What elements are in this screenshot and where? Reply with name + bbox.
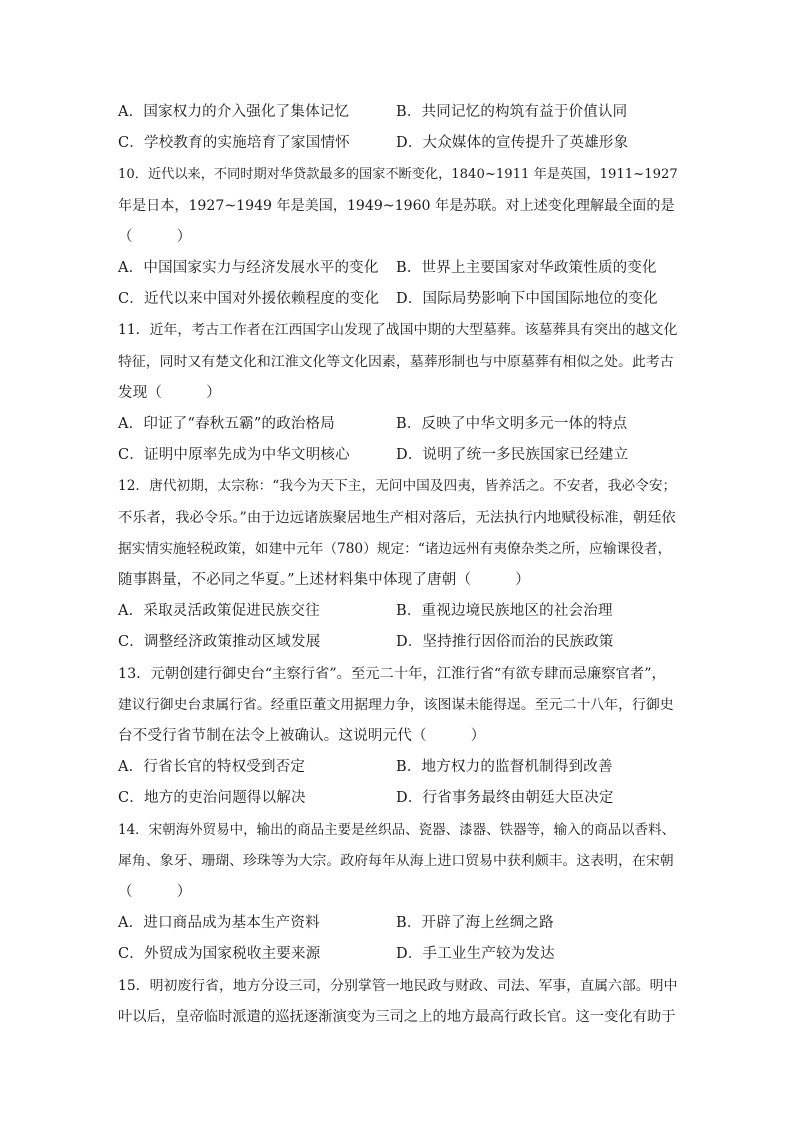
q14-option-a: A．进口商品成为基本生产资料 <box>118 915 320 931</box>
q12-option-b: B．重视边境民族地区的社会治理 <box>396 603 613 619</box>
q13-stem-line: 台不受行省节制在法令上被确认。这说明元代（ ） <box>118 728 486 744</box>
q10-stem-line: 10．近代以来，不同时期对华贷款最多的国家不断变化，1840~1911 年是英国，1911~1927 <box>118 167 678 182</box>
q14-option-b: B．开辟了海上丝绸之路 <box>396 915 554 931</box>
q14-option-d: D．手工业生产较为发达 <box>396 946 555 962</box>
q9-option-b: B．共同记忆的构筑有益于价值认同 <box>396 104 628 120</box>
q14-answer-blank: （ ） <box>118 884 192 900</box>
q10-option-d: D．国际局势影响下中国国际地位的变化 <box>396 291 658 307</box>
q15-stem-line: 叶以后，皇帝临时派遣的巡抚逐渐演变为三司之上的地方最高行政长官。这一变化有助于 <box>118 1009 676 1025</box>
q11-stem-line: 特征，同时又有楚文化和江淮文化等文化因素，墓葬形制也与中原墓葬有相似之处。此考古 <box>118 354 674 370</box>
q11-stem-line: 11．近年，考古工作者在江西国字山发现了战国中期的大型墓葬。该墓葬具有突出的越文化 <box>118 322 678 338</box>
q13-stem-line: 建议行御史台隶属行省。经重臣董文用据理力争，该图谋未能得逞。至元二十八年，行御史 <box>118 697 674 713</box>
q13-option-a: A．行省长官的特权受到否定 <box>118 759 306 775</box>
q13-option-b: B．地方权力的监督机制得到改善 <box>396 759 613 775</box>
q9-option-a: A．国家权力的介入强化了集体记忆 <box>118 104 350 120</box>
q12-option-d: D．坚持推行因俗而治的民族政策 <box>396 634 614 650</box>
q11-option-b: B．反映了中华文明多元一体的特点 <box>396 416 628 432</box>
q12-stem-line: 随事斟量，不必同之华夏。”上述材料集中体现了唐朝（ ） <box>118 572 530 588</box>
q11-stem-line: 发现（ ） <box>118 385 221 401</box>
q12-stem-line: 据实情实施轻税政策，如建中元年（780）规定：“诸边远州有夷僚杂类之所，应输课役者， <box>118 541 672 557</box>
q10-option-b: B．世界上主要国家对华政策性质的变化 <box>396 260 657 276</box>
q10-stem-line: 年是日本，1927~1949 年是美国，1949~1960 年是苏联。对上述变化理解最全面的是 <box>118 198 675 214</box>
q10-option-a: A．中国国家实力与经济发展水平的变化 <box>118 260 379 276</box>
q11-option-d: D．说明了统一多民族国家已经建立 <box>396 447 629 463</box>
q13-stem-line: 13．元朝创建行御史台“主察行省”。至元二十年，江淮行省“有欲专肆而忌廉察官者”， <box>118 666 666 682</box>
q15-stem-line: 15．明初废行省，地方分设三司，分别掌管一地民政与财政、司法、军事，直属六部。明中 <box>118 978 678 994</box>
q12-stem-line: 12．唐代初期，太宗称：“我今为天下主，无问中国及四夷，皆养活之。不安者，我必令安； <box>118 478 677 494</box>
q14-stem-line: 犀角、象牙、珊瑚、珍珠等为大宗。政府每年从海上进口贸易中获利颇丰。这表明，在宋朝 <box>118 853 674 869</box>
q9-option-c: C．学校教育的实施培育了家国情怀 <box>118 135 350 151</box>
q10-answer-blank: （ ） <box>118 229 192 245</box>
q10-option-c: C．近代以来中国对外援依赖程度的变化 <box>118 291 380 307</box>
q14-option-c: C．外贸成为国家税收主要来源 <box>118 946 321 962</box>
q13-option-c: C．地方的吏治问题得以解决 <box>118 790 306 806</box>
q9-option-d: D．大众媒体的宣传提升了英雄形象 <box>396 135 629 151</box>
q11-option-a: A．印证了“春秋五霸”的政治格局 <box>118 416 335 432</box>
q12-option-c: C．调整经济政策推动区域发展 <box>118 634 321 650</box>
q12-option-a: A．采取灵活政策促进民族交往 <box>118 603 320 619</box>
q12-stem-line: 不乐者，我必令乐。”由于边远诸族聚居地生产相对落后，无法执行内地赋役标准，朝廷依 <box>118 510 676 526</box>
q14-stem-line: 14．宋朝海外贸易中，输出的商品主要是丝织品、瓷器、漆器、铁器等，输入的商品以香料、 <box>118 822 676 838</box>
q11-option-c: C．证明中原率先成为中华文明核心 <box>118 447 350 463</box>
q13-option-d: D．行省事务最终由朝廷大臣决定 <box>396 790 614 806</box>
